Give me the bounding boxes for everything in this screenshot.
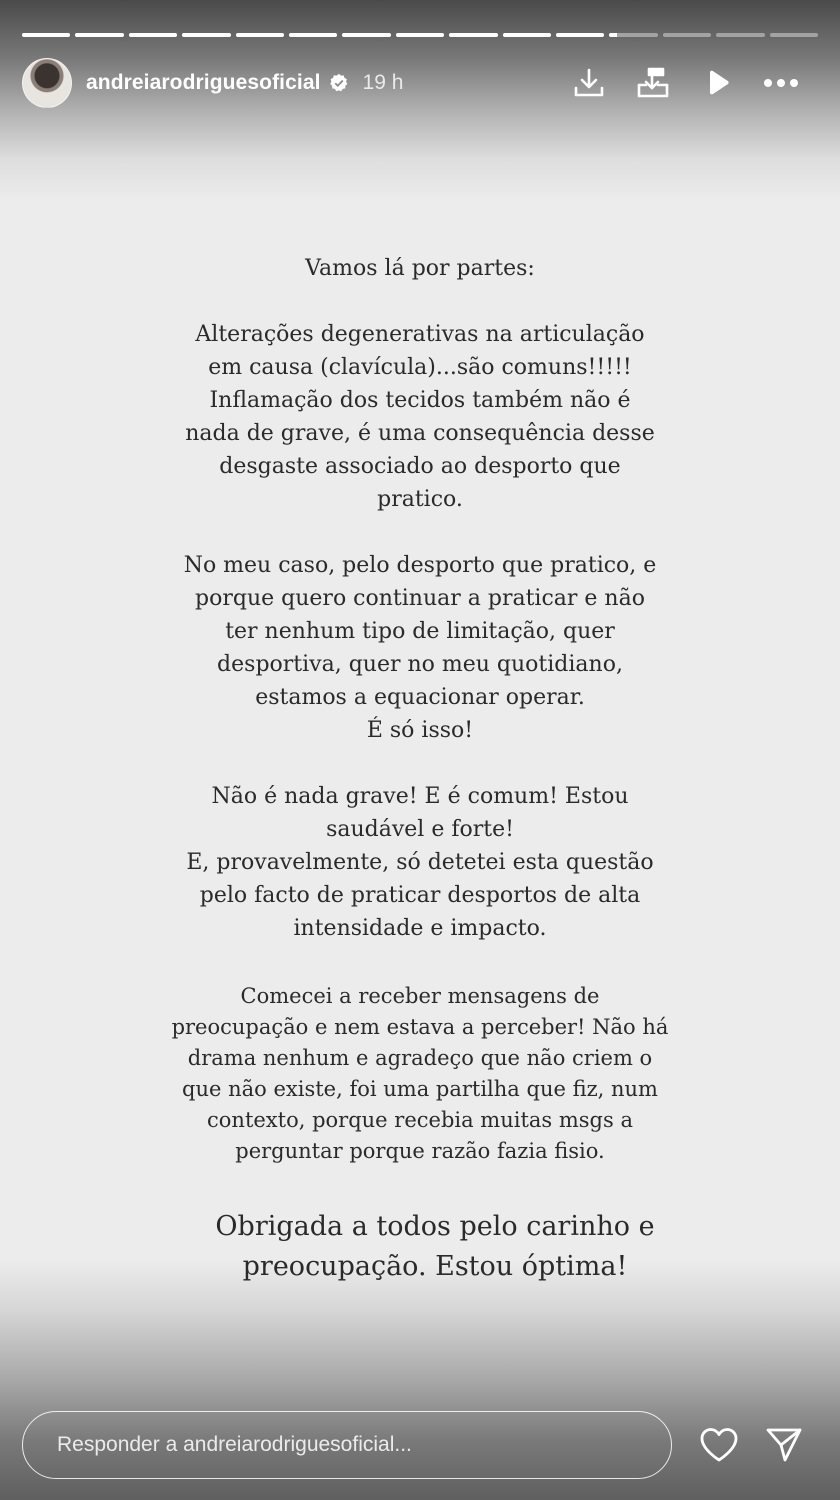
progress-segment [556,33,604,37]
progress-segment [609,33,657,37]
story-actions [570,64,818,102]
progress-segment [342,33,390,37]
avatar[interactable] [22,58,72,108]
story-paragraph-thanks: Obrigada a todos pelo carinho e preocupação. Estou óptima! [215,1211,655,1282]
story-paragraph-surgery: No meu caso, pelo desporto que pratico, e porque quero continuar a praticar e não ter nenhum tipo de limitação, quer desportiva, quer no meu quotidiano, estamos a equacionar operar. É só isso! [183,553,657,743]
story-paragraph-diagnosis: Alterações degenerativas na articulação em causa (clavícula)...são comuns!!!!! Inflamação dos tecidos também não é nada de grave, é uma consequência desse desgaste associado ao desporto que pratico. [185,322,655,512]
more-options-icon[interactable] [762,64,800,102]
progress-segment [449,33,497,37]
story-header [22,58,818,108]
story-paragraph-reassurance: Não é nada grave! E é comum! Estou saudável e forte! E, provavelmente, só detetei esta questão pelo facto de praticar desportos de alta intensidade e impacto. [186,784,654,941]
progress-segment [75,33,123,37]
username[interactable]: andreiarodriguesoficial [86,71,321,94]
post-time: 19 h [362,71,404,94]
reply-input[interactable] [55,1432,639,1458]
progress-segment [716,33,764,37]
story-text [150,252,690,1287]
verified-badge-icon [329,73,349,93]
play-icon[interactable] [698,64,736,102]
heart-icon[interactable] [697,1423,741,1467]
progress-segment [22,33,70,37]
progress-segment [770,33,818,37]
progress-segment [182,33,230,37]
story-paragraph-messages: Comecei a receber mensagens de preocupação e nem estava a perceber! Não há drama nenhum e agradeço que não criem o que não existe, foi uma partilha que fiz, num contexto, porque recebia muitas msgs a perguntar porque razão fazia fisio. [171,984,669,1163]
send-icon[interactable] [762,1423,806,1467]
story-paragraph-intro: Vamos lá por partes: [305,256,535,281]
progress-segment [236,33,284,37]
progress-segment [129,33,177,37]
progress-segment [503,33,551,37]
download-icon[interactable] [570,64,608,102]
progress-segment [396,33,444,37]
story-progress-bar [22,33,818,37]
reply-bar[interactable] [22,1411,672,1479]
progress-segment [663,33,711,37]
progress-segment [289,33,337,37]
save-to-archive-icon[interactable] [634,64,672,102]
